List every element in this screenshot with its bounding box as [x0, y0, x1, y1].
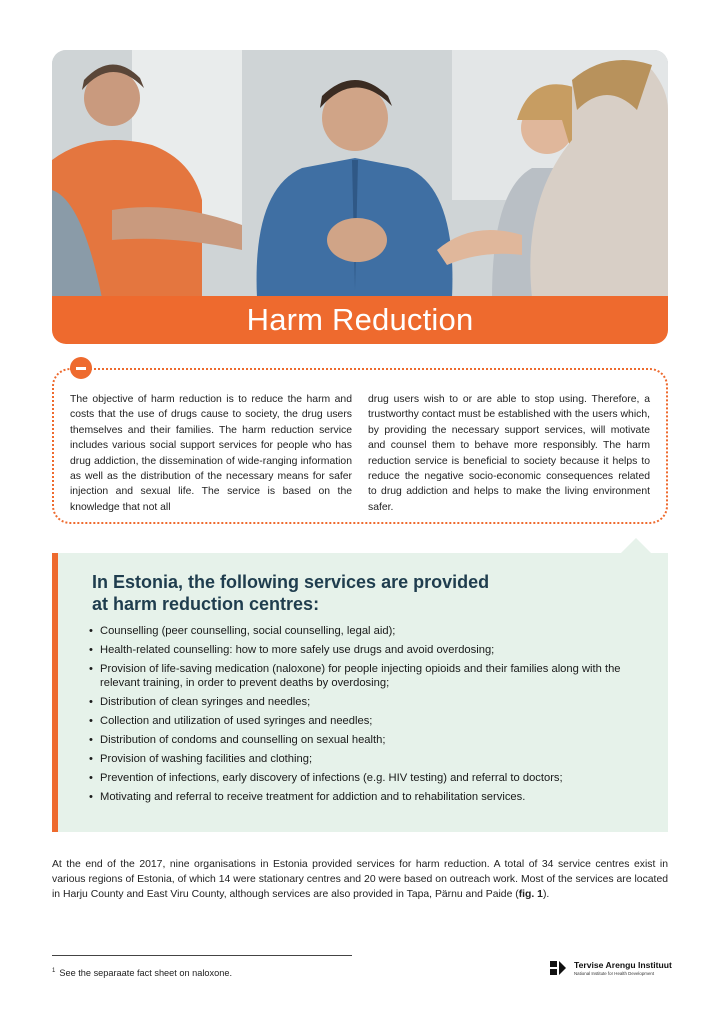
- page-title: Harm Reduction: [246, 302, 474, 337]
- list-item: • Provision of life-saving medication (naloxone) for people injecting opioids and their families along with the relevant training, in order to prevent deaths by overdosing;: [88, 662, 658, 690]
- list-item: • Distribution of clean syringes and needles;: [88, 695, 658, 709]
- intro-text-left: The objective of harm reduction is to reduce the harm and costs that the use of drugs cause to society, the drug users themselves and their families. The harm reduction service includes various social support services for people who has drug addiction, the dissemination of wide-ranging information as well as the distribution of the necessary means for safer injection and sexual life. The service is based on the knowledge that not all: [70, 394, 352, 513]
- list-item: • Provision of washing facilities and clothing;: [88, 752, 658, 766]
- list-item: • Prevention of infections, early discovery of infections (e.g. HIV testing) and referral to doctors;: [88, 771, 658, 785]
- services-heading-line2: at harm reduction centres:: [92, 594, 320, 614]
- hero-photo: [52, 50, 668, 298]
- services-list: [88, 624, 658, 809]
- list-item: • Motivating and referral to receive treatment for addiction and to rehabilitation services.: [88, 790, 658, 804]
- footnote-text: See the separaate fact sheet on naloxone.: [59, 968, 232, 978]
- body-text-end: ).: [542, 889, 550, 901]
- figure-reference: fig. 1: [518, 889, 543, 901]
- list-item: • Counselling (peer counselling, social counselling, legal aid);: [88, 624, 658, 638]
- tai-logo-icon: [548, 958, 568, 978]
- services-heading-line1: In Estonia, the following services are provided: [92, 572, 490, 592]
- body-paragraph: [52, 857, 668, 903]
- intro-text-right: drug users wish to or are able to stop using. Therefore, a trustworthy contact must be established with the users which, by providing the necessary support services, will motivate and counsel them to behave more responsibly. The harm reduction service is beneficial to society because it helps to reduce the negative socio-economic consequences related to drug addiction and helps to make the living environment safer.: [368, 394, 650, 513]
- footnote-divider: [52, 955, 352, 956]
- title-bar: [52, 296, 668, 344]
- services-box-notch: [620, 538, 652, 554]
- minus-circle-icon: [70, 357, 92, 379]
- list-item: • Health-related counselling: how to more safely use drugs and avoid overdosing;: [88, 643, 658, 657]
- body-text: At the end of the 2017, nine organisations in Estonia provided services for harm reduction. A total of 34 service centres exist in various regions of Estonia, of which 14 were stationary centres and 20 were based on outreach work. Most of the services are located in Harju County and East Viru County, although services are also provided in Tapa, Pärnu and Paide (: [52, 859, 668, 901]
- footnote-number: 1: [52, 968, 56, 974]
- list-item: • Collection and utilization of used syringes and needles;: [88, 714, 658, 728]
- footnote: [52, 968, 232, 978]
- services-heading: [92, 571, 652, 615]
- list-item: • Distribution of condoms and counselling on sexual health;: [88, 733, 658, 747]
- logo-subtitle: National Institute for Health Development: [574, 970, 655, 976]
- logo-name: Tervise Arengu Instituut: [574, 959, 672, 970]
- institute-logo: [548, 957, 672, 979]
